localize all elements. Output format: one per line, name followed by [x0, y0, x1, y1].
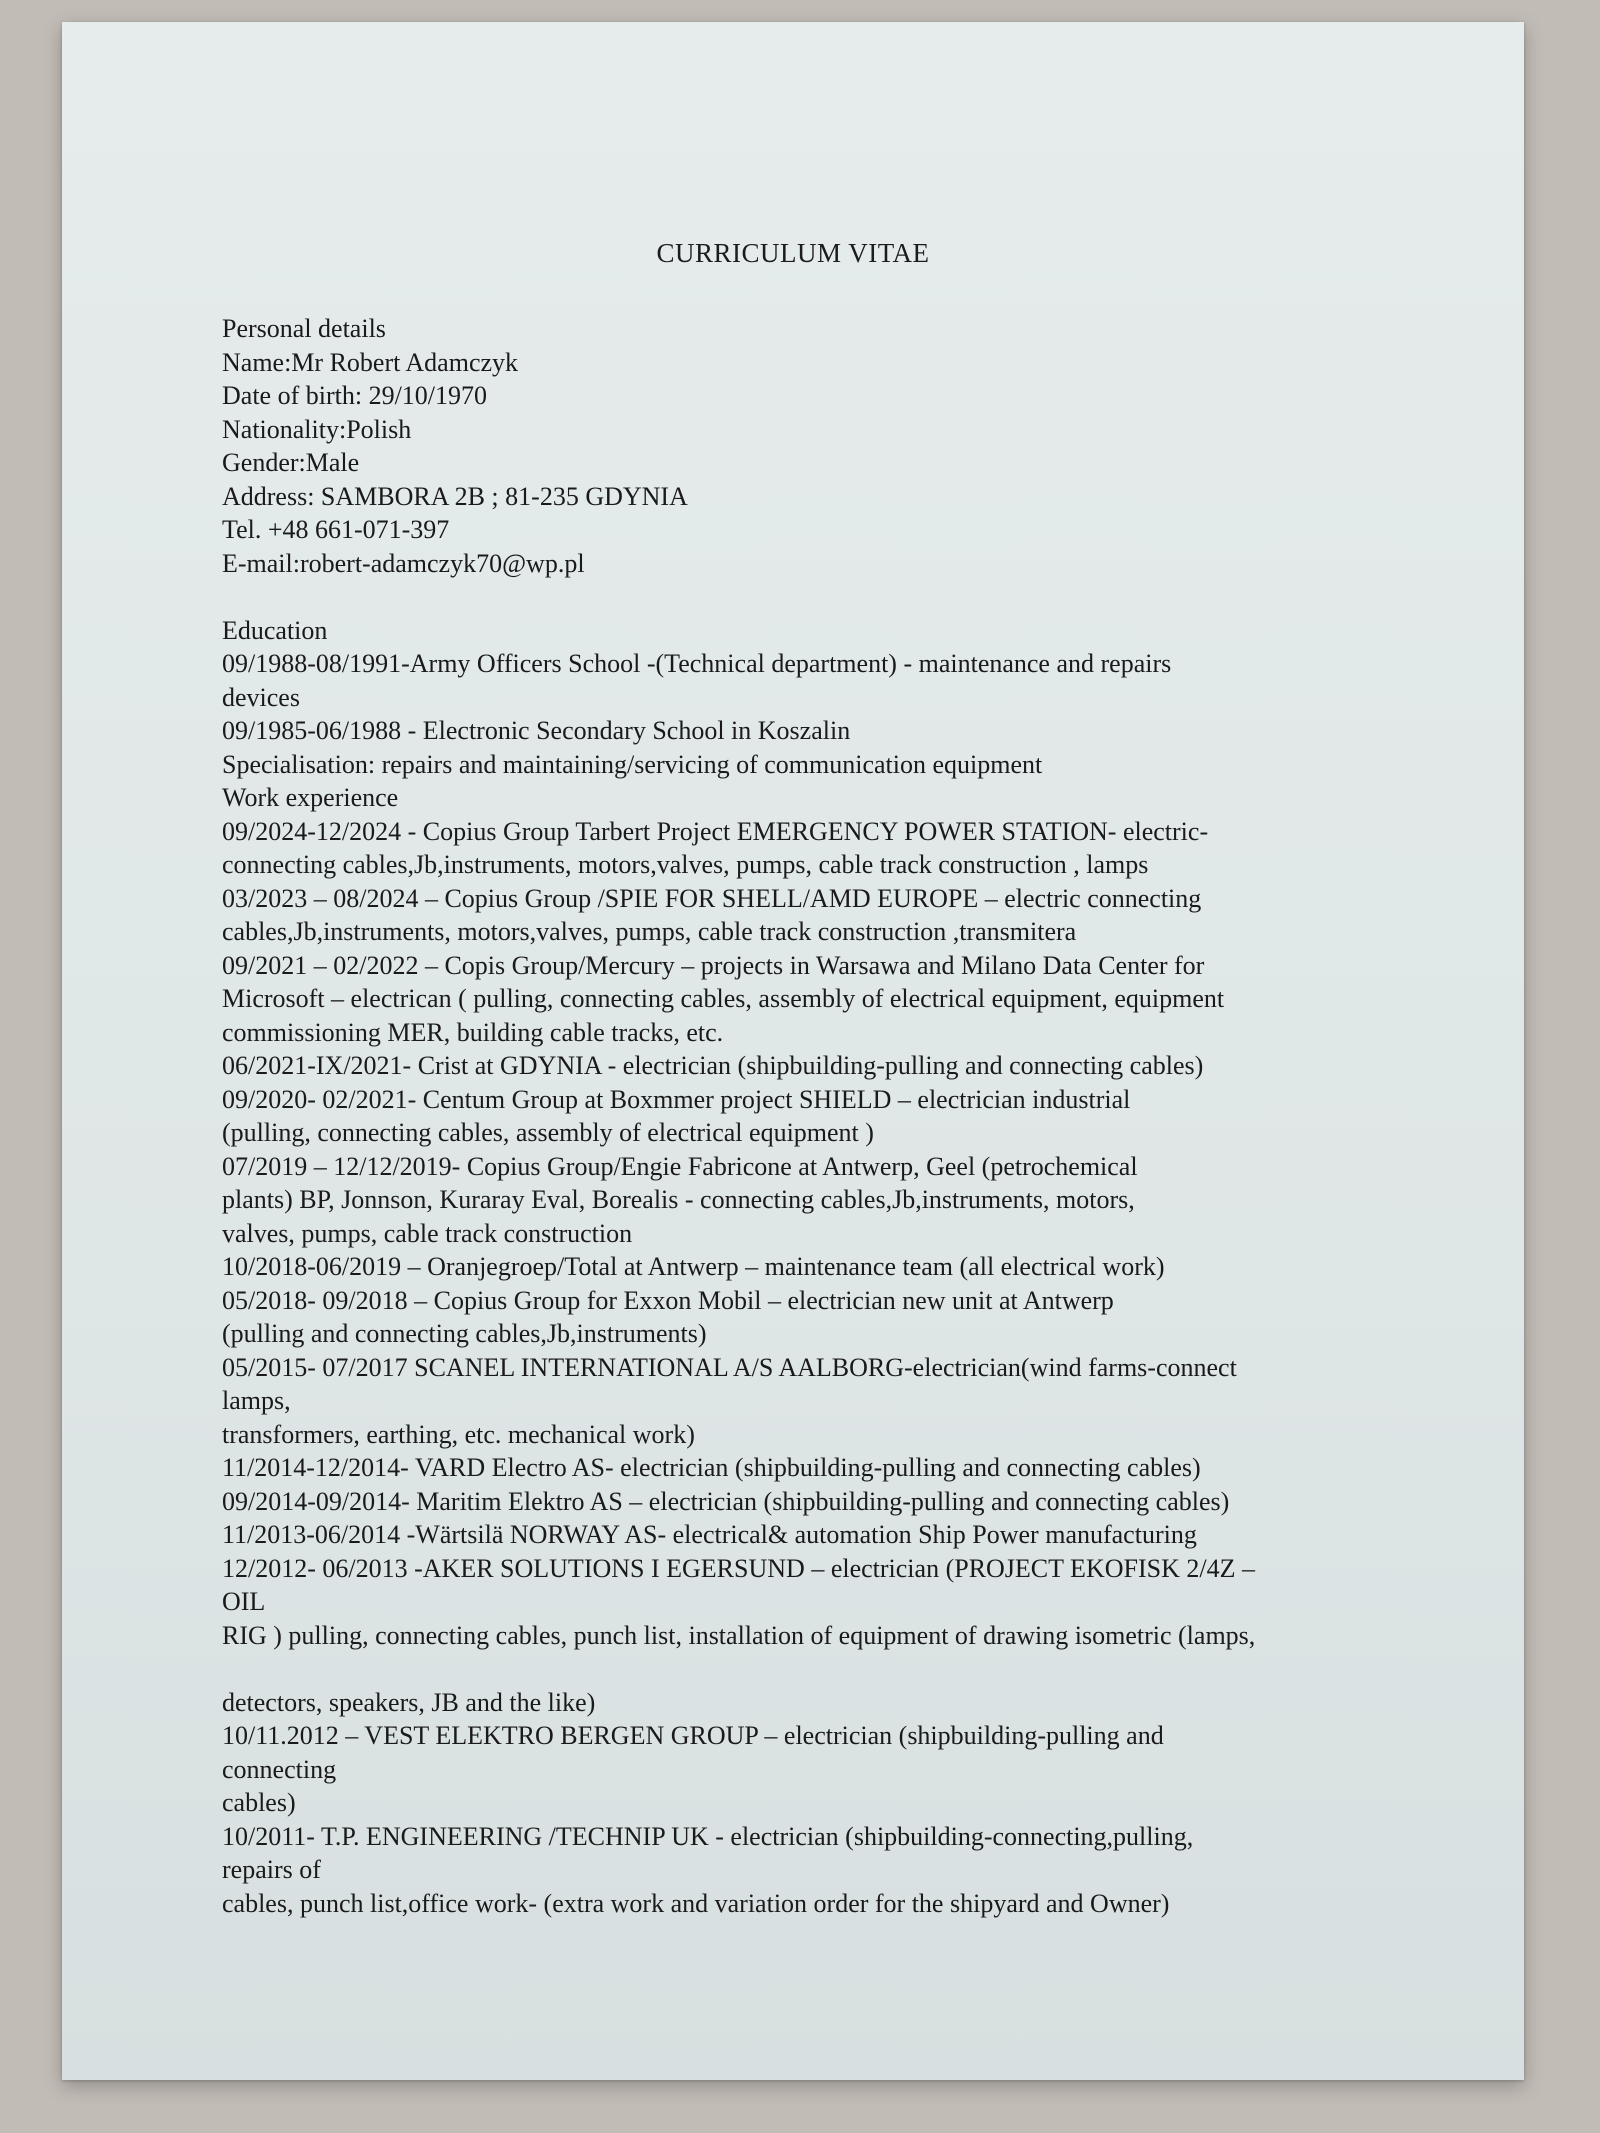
work-line: (pulling and connecting cables,Jb,instruments) [222, 1319, 707, 1348]
work-line: 11/2014-12/2014- VARD Electro AS- electrician (shipbuilding-pulling and connecting cables) [222, 1453, 1201, 1482]
work-line: 09/2021 – 02/2022 – Copis Group/Mercury – projects in Warsawa and Milano Data Center for [222, 950, 1205, 980]
work-line: 09/2014-09/2014- Maritim Elektro AS – electrician (shipbuilding-pulling and connecting cables) [222, 1486, 1230, 1516]
work-line: connecting cables,Jb,instruments, motors,valves, pumps, cable track construction , lamps [222, 850, 1149, 879]
work-line: 05/2018- 09/2018 – Copius Group for Exxon Mobil – electrician new unit at Antwerp [222, 1285, 1114, 1315]
personal-heading: Personal details [222, 314, 386, 343]
work-line: 09/2024-12/2024 - Copius Group Tarbert Project EMERGENCY POWER STATION- electric- [222, 816, 1209, 846]
education-line: devices [222, 682, 300, 712]
cv-content [222, 312, 1452, 1920]
work-line: cables,Jb,instruments, motors,valves, pumps, cable track construction ,transmitera [222, 917, 1077, 946]
work-line: 09/2020- 02/2021- Centum Group at Boxmmer project SHIELD – electrician industrial [222, 1084, 1131, 1114]
work-line: 11/2013-06/2014 -Wärtsilä NORWAY AS- electrical& automation Ship Power manufacturing [222, 1520, 1197, 1549]
work-line: Microsoft – electrican ( pulling, connecting cables, assembly of electrical equipment, equipment [222, 984, 1225, 1013]
work-line: repairs of [222, 1855, 321, 1884]
line-gap [222, 1652, 1452, 1686]
personal-dob: Date of birth: 29/10/1970 [222, 381, 488, 410]
work-line: 06/2021-IX/2021- Crist at GDYNIA - electrician (shipbuilding-pulling and connecting cables) [222, 1051, 1204, 1080]
work-line: detectors, speakers, JB and the like) [222, 1687, 596, 1717]
work-line: valves, pumps, cable track construction [222, 1218, 633, 1248]
education-line: 09/1985-06/1988 - Electronic Secondary School in Koszalin [222, 716, 851, 745]
work-line: RIG ) pulling, connecting cables, punch list, installation of equipment of drawing isometric (lamps, [222, 1620, 1256, 1650]
work-experience-list [222, 815, 1452, 1921]
education-line: 09/1988-08/1991-Army Officers School -(Technical department) - maintenance and repairs [222, 649, 1172, 678]
work-line: lamps, [222, 1386, 291, 1415]
work-heading: Work experience [222, 783, 399, 812]
work-line: cables) [222, 1788, 296, 1817]
personal-nationality: Nationality:Polish [222, 414, 412, 444]
work-line: cables, punch list,office work- (extra work and variation order for the shipyard and Owner) [222, 1888, 1170, 1918]
work-line: 05/2015- 07/2017 SCANEL INTERNATIONAL A/S AALBORG-electrician(wind farms-connect [222, 1352, 1237, 1382]
work-line: 12/2012- 06/2013 -AKER SOLUTIONS I EGERSUND – electrician (PROJECT EKOFISK 2/4Z – [222, 1553, 1255, 1583]
personal-tel: Tel. +48 661-071-397 [222, 515, 450, 544]
work-line: 10/2018-06/2019 – Oranjegroep/Total at Antwerp – maintenance team (all electrical work) [222, 1252, 1165, 1281]
work-line: OIL [222, 1587, 266, 1616]
work-line: commissioning MER, building cable tracks, etc. [222, 1017, 724, 1047]
section-gap [222, 580, 1452, 614]
document-title: CURRICULUM VITAE [656, 238, 930, 268]
work-line: 10/11.2012 – VEST ELEKTRO BERGEN GROUP – electrician (shipbuilding-pulling and [222, 1721, 1164, 1750]
work-line: (pulling, connecting cables, assembly of electrical equipment ) [222, 1118, 874, 1147]
education-heading: Education [222, 615, 328, 645]
personal-address: Address: SAMBORA 2B ; 81-235 GDYNIA [222, 481, 688, 511]
work-line: connecting [222, 1754, 337, 1784]
work-line: 03/2023 – 08/2024 – Copius Group /SPIE FOR SHELL/AMD EUROPE – electric connecting [222, 883, 1202, 913]
work-line: plants) BP, Jonnson, Kuraray Eval, Borealis - connecting cables,Jb,instruments, motors, [222, 1185, 1135, 1214]
personal-name: Name:Mr Robert Adamczyk [222, 347, 519, 377]
cv-paper [62, 22, 1524, 2080]
education-line: Specialisation: repairs and maintaining/servicing of communication equipment [222, 749, 1043, 779]
work-line: 07/2019 – 12/12/2019- Copius Group/Engie Fabricone at Antwerp, Geel (petrochemical [222, 1151, 1138, 1181]
personal-gender: Gender:Male [222, 448, 360, 477]
work-line: transformers, earthing, etc. mechanical work) [222, 1419, 695, 1449]
personal-email: E-mail:robert-adamczyk70@wp.pl [222, 548, 585, 578]
work-line: 10/2011- T.P. ENGINEERING /TECHNIP UK - electrician (shipbuilding-connecting,pulling, [222, 1821, 1194, 1851]
